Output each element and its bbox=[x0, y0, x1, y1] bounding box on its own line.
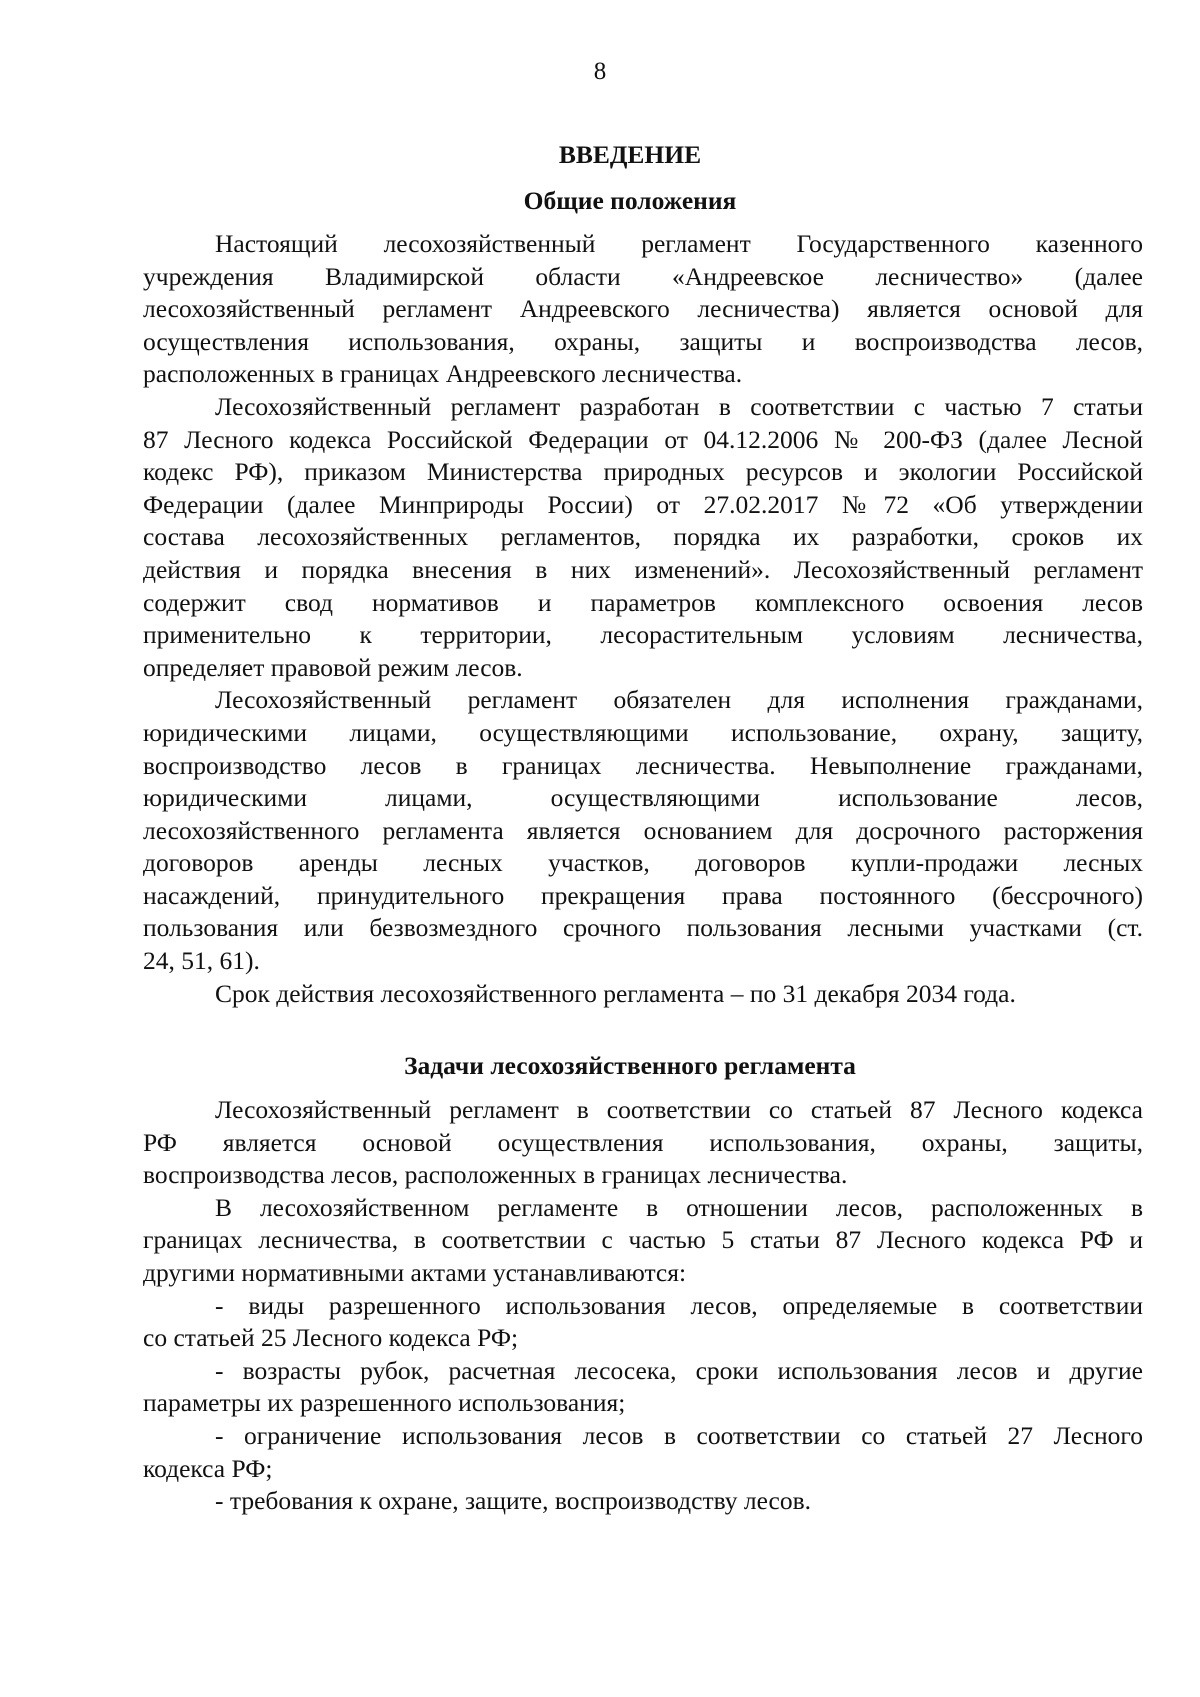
paragraph-line: пользования или безвозмездного срочного пользования лесными участками (ст. bbox=[143, 913, 1143, 943]
paragraph-line: воспроизводство лесов в границах лесничества. Невыполнение гражданами, bbox=[143, 750, 1143, 780]
list-item-line: - возрасты рубок, расчетная лесосека, сроки использования лесов и другие bbox=[215, 1355, 1143, 1385]
paragraph-line: состава лесохозяйственных регламентов, порядка их разработки, сроков их bbox=[143, 522, 1143, 552]
paragraph-line: действия и порядка внесения в них изменений». Лесохозяйственный регламент bbox=[143, 554, 1143, 584]
general-provisions-text bbox=[143, 228, 1143, 1010]
paragraph-line: лесохозяйственный регламент Андреевского лесничества) является основой для bbox=[143, 294, 1143, 324]
paragraph-line: Лесохозяйственный регламент в соответствии со статьей 87 Лесного кодекса bbox=[215, 1095, 1143, 1124]
paragraph-line: юридическими лицами, осуществляющими использование, охрану, защиту, bbox=[143, 717, 1143, 747]
list-item-line: - виды разрешенного использования лесов, определяемые в соответствии bbox=[215, 1290, 1143, 1320]
paragraph-line: применительно к территории, лесорастительным условиям лесничества, bbox=[143, 620, 1143, 650]
paragraph-line: Срок действия лесохозяйственного регламента – по 31 декабря 2034 года. bbox=[215, 978, 1016, 1008]
paragraph-line: лесохозяйственного регламента является основанием для досрочного расторжения bbox=[143, 815, 1143, 845]
paragraph-line: осуществления использования, охраны, защиты и воспроизводства лесов, bbox=[143, 326, 1143, 356]
list-item-line: параметры их разрешенного использования; bbox=[143, 1388, 626, 1418]
paragraph-line: расположенных в границах Андреевского лесничества. bbox=[143, 359, 743, 389]
paragraph-line: определяет правовой режим лесов. bbox=[143, 652, 523, 682]
paragraph-line: Настоящий лесохозяйственный регламент Государственного казенного bbox=[215, 229, 1143, 258]
heading-introduction: ВВЕДЕНИЕ bbox=[558, 140, 702, 169]
list-item-line: кодекса РФ; bbox=[143, 1453, 273, 1483]
paragraph-line: Федерации (далее Минприроды России) от 27.02.2017 №72 «Об утверждении bbox=[143, 489, 1143, 519]
paragraph-line: воспроизводства лесов, расположенных в границах лесничества. bbox=[143, 1160, 848, 1190]
list-item-line: со статьей 25 Лесного кодекса РФ; bbox=[143, 1323, 519, 1353]
tasks-text bbox=[143, 1094, 1143, 1518]
page-number: 8 bbox=[593, 58, 607, 85]
paragraph-line: юридическими лицами, осуществляющими использование лесов, bbox=[143, 783, 1143, 813]
heading-tasks: Задачи лесохозяйственного регламента bbox=[404, 1051, 856, 1080]
paragraph-line: учреждения Владимирской области «Андреевское лесничество» (далее bbox=[143, 261, 1143, 291]
paragraph-line: кодекс РФ), приказом Министерства природных ресурсов и экологии Российской bbox=[143, 457, 1143, 487]
paragraph-line: В лесохозяйственном регламенте в отношении лесов, расположенных в bbox=[215, 1192, 1143, 1222]
paragraph-line: 24, 51, 61). bbox=[143, 946, 260, 976]
paragraph-line: насаждений, принудительного прекращения права постоянного (бессрочного) bbox=[143, 880, 1143, 910]
paragraph-line: договоров аренды лесных участков, договоров купли-продажи лесных bbox=[143, 848, 1143, 878]
paragraph-line: Лесохозяйственный регламент обязателен для исполнения гражданами, bbox=[215, 685, 1143, 715]
paragraph-line: границах лесничества, в соответствии с частью 5 статьи 87 Лесного кодекса РФ и bbox=[143, 1225, 1143, 1255]
paragraph-line: Лесохозяйственный регламент разработан в соответствии с частью 7 статьи bbox=[215, 391, 1143, 421]
list-item-line: - требования к охране, защите, воспроизводству лесов. bbox=[215, 1486, 812, 1516]
paragraph-line: РФ является основой осуществления использования, охраны, защиты, bbox=[143, 1127, 1143, 1157]
list-item-line: - ограничение использования лесов в соответствии со статьей 27 Лесного bbox=[215, 1420, 1143, 1450]
paragraph-line: содержит свод нормативов и параметров комплексного освоения лесов bbox=[143, 587, 1143, 617]
paragraph-line: другими нормативными актами устанавливаются: bbox=[143, 1257, 687, 1287]
paragraph-line: 87 Лесного кодекса Российской Федерации от 04.12.2006 № 200-ФЗ (далее Лесной bbox=[143, 424, 1143, 454]
heading-general-provisions: Общие положения bbox=[523, 186, 737, 215]
